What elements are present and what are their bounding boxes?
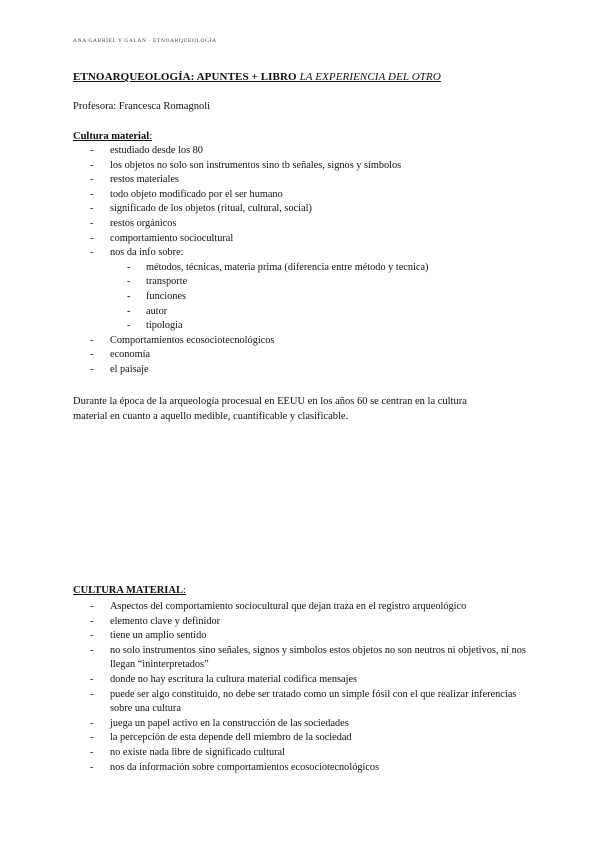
list-item: - el paisaje	[90, 363, 149, 375]
list-item: - donde no hay escritura la cultura material codifica mensajes	[90, 673, 358, 685]
section1-list	[73, 144, 428, 378]
list-item: - Comportamientos ecosociotecnológicos	[90, 334, 275, 346]
list-item: - puede ser algo constituido, no debe ser tratado como un simple fósil con el que realizar inferencias sobre una cultura	[90, 688, 517, 715]
list-item: - restos materiales	[90, 174, 179, 186]
sub-list-item: - métodos, técnicas, materia prima (diferencia entre método y tecnica)	[127, 261, 429, 273]
document-title	[73, 71, 441, 83]
list-item: - todo objeto modificado por el ser humano	[90, 188, 283, 200]
title-italic: LA EXPERIENCIA DEL OTRO	[299, 71, 441, 83]
list-item: - juega un papel activo en la construcción de las sociedades	[90, 717, 349, 729]
sub-list-item: - autor	[127, 305, 168, 317]
list-item: - nos da información sobre comportamientos ecosociotecnológicos	[90, 761, 380, 773]
section2-list	[73, 600, 530, 775]
title-main: ETNOARQUEOLOGÍA: APUNTES + LIBRO	[73, 71, 300, 83]
list-item: - los objetos no solo son instrumentos sino tb señales, signos y símbolos	[90, 159, 402, 171]
sub-list-item: - tipologia	[127, 320, 183, 332]
list-item: - Aspectos del comportamiento sociocultural que dejan traza en el registro arqueológico	[90, 601, 467, 612]
list-item: - significado de los objetos (ritual, cultural, social)	[90, 203, 312, 215]
list-item: - la percepción de esta depende dell miembro de la sociedad	[90, 732, 352, 744]
list-item: - restos orgánicos	[90, 217, 177, 229]
list-item: - nos da info sobre:	[90, 247, 184, 259]
body-paragraph: Durante la época de la arqueología procesual en EEUU en los años 60 se centran en la cultura material en cuanto a aquello medible, cuantificable y clasificable.	[73, 396, 467, 422]
running-head: ANA GABRIEL Y GALÁN · ETNOARQUEOLOGÍA	[73, 38, 217, 44]
sub-list-item: - funciones	[127, 290, 187, 302]
list-item: - comportamiento sociocultural	[90, 232, 234, 244]
section1-heading: Cultura material:	[73, 131, 153, 142]
list-item: - elemento clave y definidor	[90, 615, 221, 627]
list-item: - no existe nada libre de significado cultural	[90, 746, 285, 758]
list-item: - economía	[90, 349, 151, 361]
sub-list-item: - transporte	[127, 276, 188, 288]
list-item: - estudiado desde los 80	[90, 145, 203, 156]
list-item: - tiene un amplio sentido	[90, 630, 207, 642]
list-item: - no solo instrumentos sino señales, signos y símbolos estos objetos no son neutros ni objetivos, ni nos llegan “ininterpretados”	[90, 644, 526, 671]
section2-heading: CULTURA MATERIAL:	[73, 585, 186, 596]
professor-line: Profesora: Francesca Romagnoli	[73, 101, 211, 112]
